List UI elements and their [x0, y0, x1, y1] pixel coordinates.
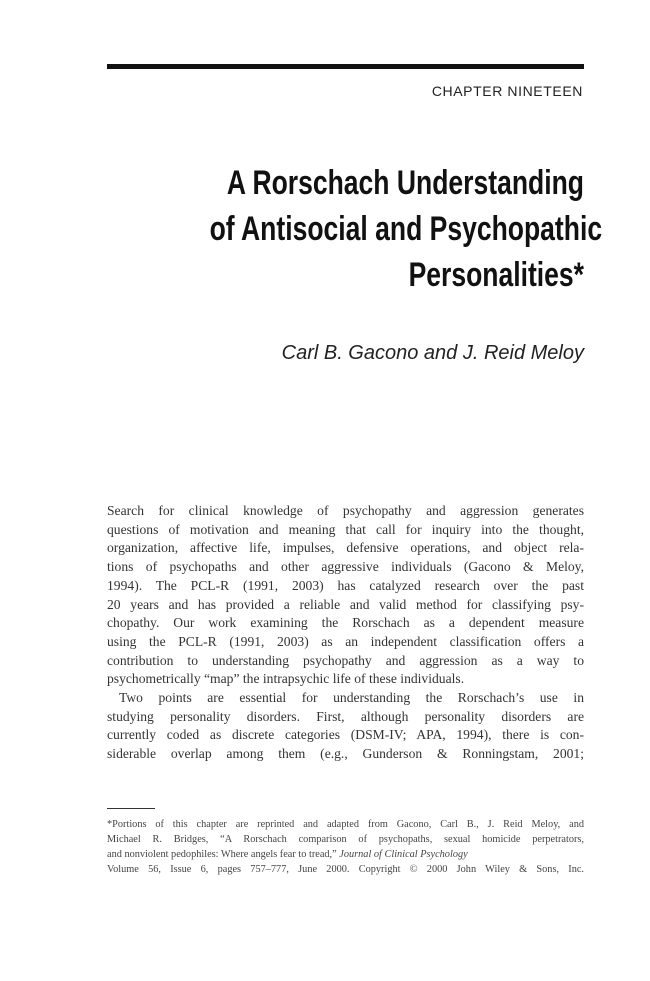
text-line: 20 years and has provided a reliable and valid method for classifying psy-: [107, 596, 584, 612]
chapter-title-line: of Antisocial and Psychopathic: [209, 210, 603, 248]
footnote-line: *Portions of this chapter are reprinted and adapted from Gacono, Carl B., J. Reid Meloy, and: [107, 819, 584, 830]
footnote-line: Volume 56, Issue 6, pages 757–777, June 2000. Copyright © 2000 John Wiley & Sons, Inc.: [107, 864, 584, 875]
chapter-title-line: Personalities*: [408, 256, 584, 294]
chapter-title: [209, 160, 603, 298]
footnote-line: [107, 847, 584, 862]
footnote-line: Michael R. Bridges, “A Rorschach comparison of psychopaths, sexual homicide perpetrators,: [107, 834, 584, 845]
text-line: psychometrically “map” the intrapsychic life of these individuals.: [107, 671, 465, 687]
text-line: 1994). The PCL-R (1991, 2003) has catalyzed research over the past: [107, 577, 584, 593]
text-line: organization, affective life, impulses, defensive operations, and object rela-: [107, 540, 584, 556]
chapter-top-rule: [107, 64, 584, 69]
body-text: [107, 502, 584, 764]
text-line: chopathy. Our work examining the Rorschach as a dependent measure: [107, 615, 584, 631]
text-line: Two points are essential for understanding the Rorschach’s use in: [119, 690, 584, 706]
footnote-text: and nonviolent pedophiles: Where angels fear to tread,”: [107, 849, 337, 860]
text-line: currently coded as discrete categories (DSM-IV; APA, 1994), there is con-: [107, 727, 584, 743]
footnote-rule: [107, 808, 155, 809]
chapter-label: CHAPTER NINETEEN: [431, 83, 583, 99]
text-line: Search for clinical knowledge of psychopathy and aggression generates: [107, 503, 584, 518]
paragraph: [107, 502, 584, 689]
text-line: questions of motivation and meaning that call for inquiry into the thought,: [107, 521, 584, 537]
text-line: studying personality disorders. First, although personality disorders are: [107, 708, 584, 724]
journal-title: Journal of Clinical Psychology: [339, 849, 468, 860]
text-line: tions of psychopaths and other aggressive individuals (Gacono & Meloy,: [107, 559, 584, 575]
chapter-authors: Carl B. Gacono and J. Reid Meloy: [281, 342, 584, 364]
chapter-title-line: A Rorschach Understanding: [226, 164, 584, 202]
text-line: siderable overlap among them (e.g., Gunderson & Ronningstam, 2001;: [107, 746, 584, 762]
text-line: using the PCL-R (1991, 2003) as an independent classification offers a: [107, 633, 584, 649]
footnote: [107, 817, 584, 877]
paragraph: [107, 689, 584, 764]
text-line: contribution to understanding psychopathy and aggression as a way to: [107, 652, 584, 668]
